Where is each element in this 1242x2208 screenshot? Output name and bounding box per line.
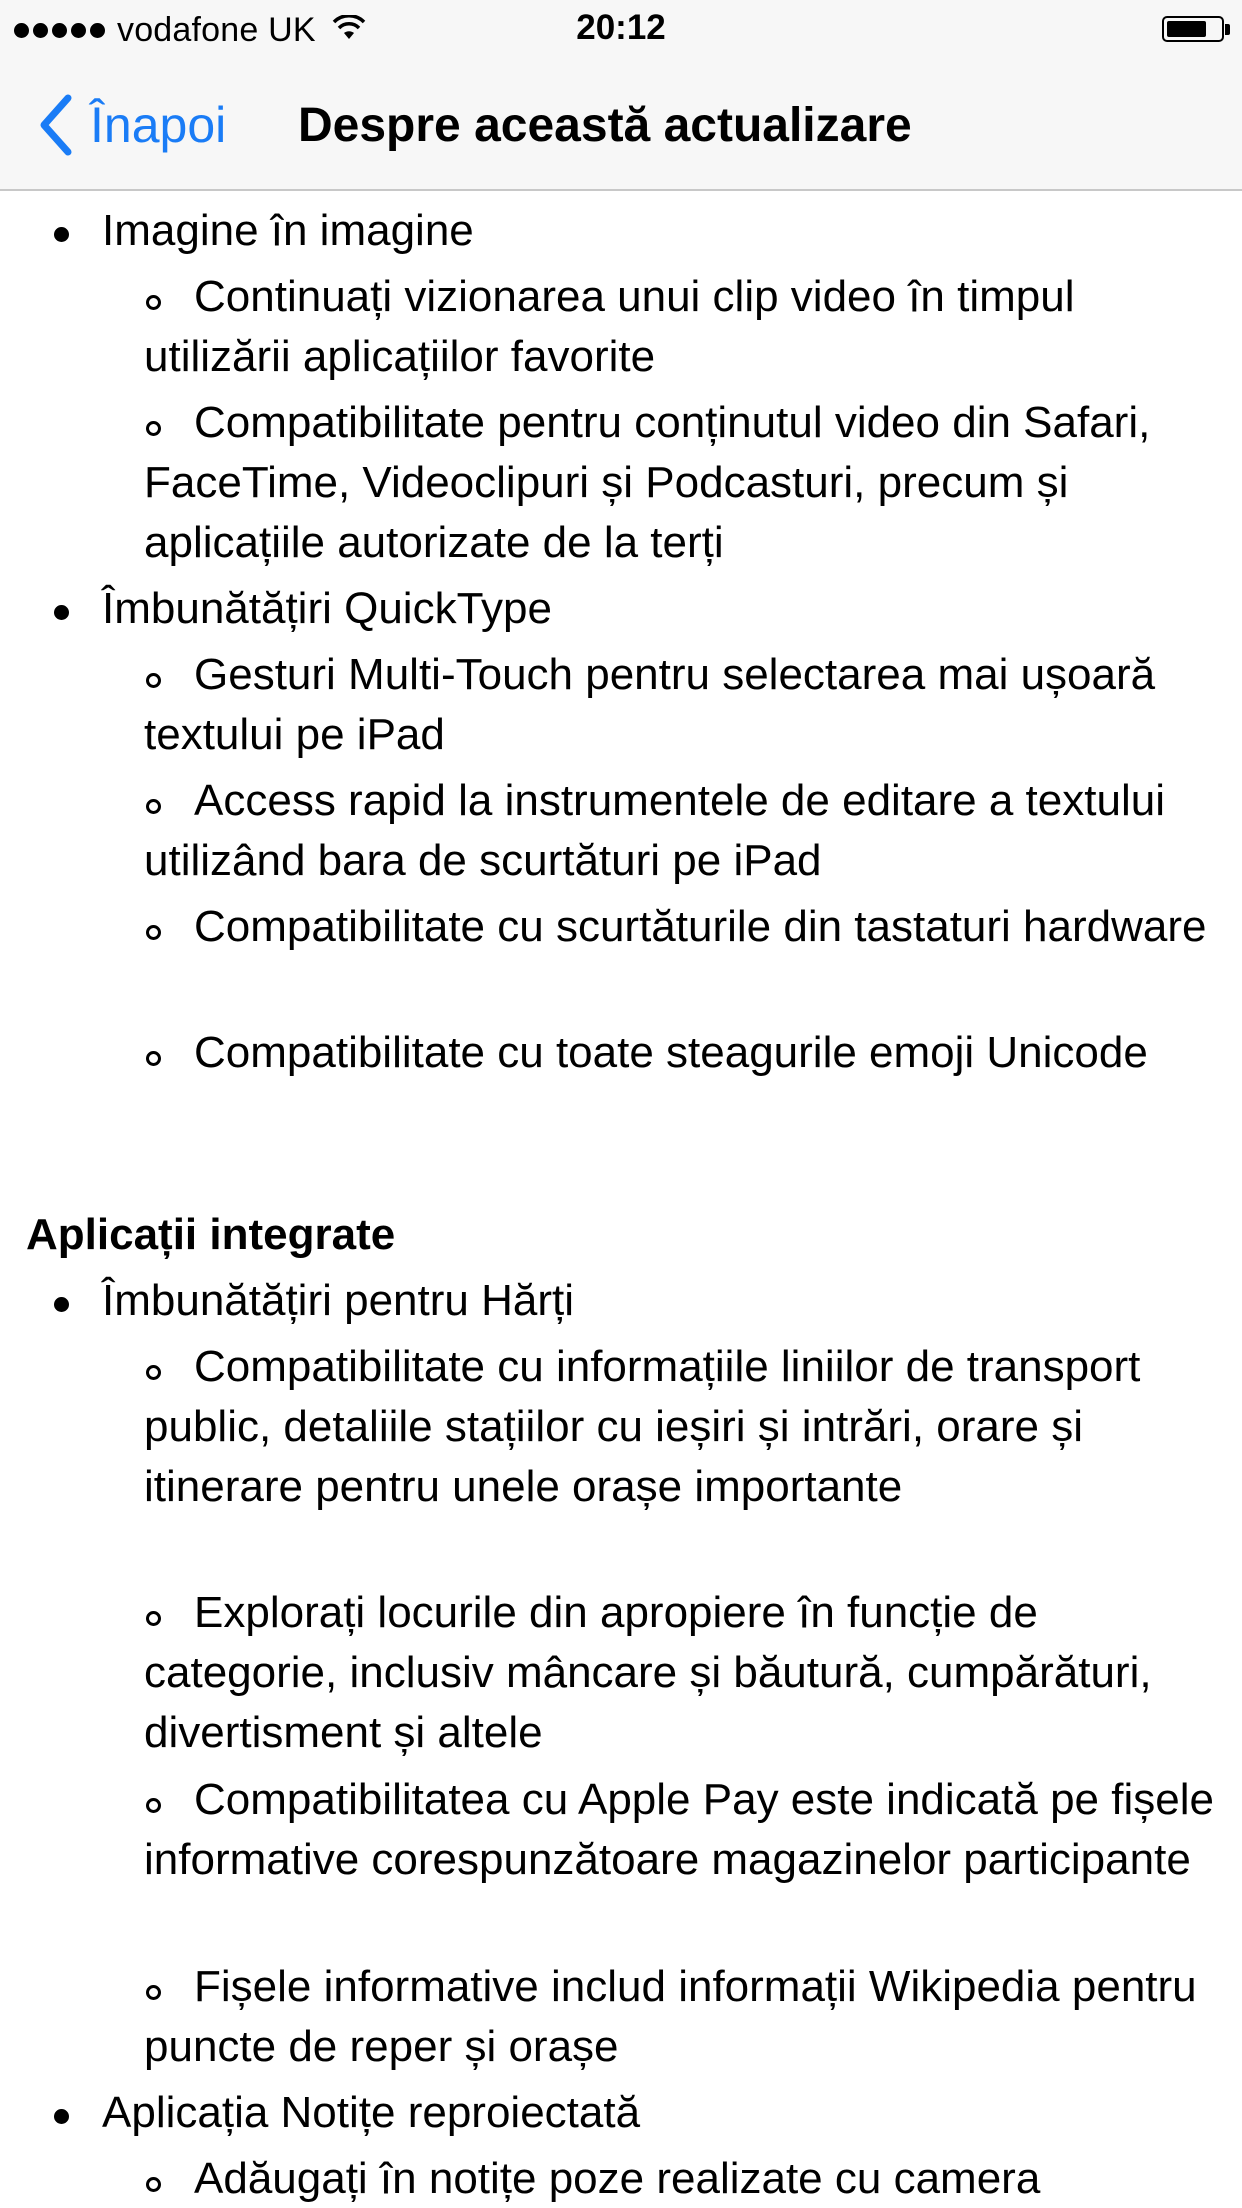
bullet-item: Îmbunătățiri QuickType	[102, 584, 552, 633]
status-time: 20:12	[576, 8, 666, 47]
carrier-name: vodafone UK	[117, 10, 316, 49]
sub-list-item: Compatibilitate cu informațiile liniilor de transport public, detaliile stațiilor cu ieșiri și intrări, orare și itinerare pentru unele orașe importante	[144, 1342, 1141, 1511]
sub-list-item: Compatibilitate cu scurtăturile din tastaturi hardware	[194, 902, 1207, 951]
battery-icon	[1162, 16, 1224, 42]
release-notes-content[interactable]	[0, 191, 1242, 2208]
sub-list-item: Access rapid la instrumentele de editare a textului utilizând bara de scurtături pe iPad	[144, 776, 1165, 885]
navigation-bar	[0, 60, 1242, 191]
bullet-dot	[54, 2109, 69, 2124]
sub-list-item: Adăugați în notițe poze realizate cu camera	[194, 2154, 1041, 2203]
sub-list-item: Explorați locurile din apropiere în funcție de categorie, inclusiv mâncare și băutură, cumpărături, divertisment și altele	[144, 1588, 1152, 1757]
bullet-dot	[54, 605, 69, 620]
battery-tip	[1225, 24, 1230, 35]
sub-list-item: Continuați vizionarea unui clip video în timpul utilizării aplicațiilor favorite	[144, 272, 1075, 381]
back-button-label: Înapoi	[90, 97, 227, 153]
sub-list-item: Compatibilitatea cu Apple Pay este indicată pe fișele informative corespunzătoare magazinelor participante	[144, 1775, 1214, 1884]
bullet-item: Imagine în imagine	[102, 206, 474, 255]
page-title: Despre această actualizare	[298, 99, 912, 152]
sub-list-item: Compatibilitate pentru conținutul video din Safari, FaceTime, Videoclipuri și Podcasturi, precum și aplicațiile autorizate de la terți	[144, 398, 1151, 567]
status-bar	[0, 0, 1242, 60]
sub-list-item: Gesturi Multi-Touch pentru selectarea mai ușoară textului pe iPad	[144, 650, 1156, 759]
sub-list-item: Compatibilitate cu toate steagurile emoji Unicode	[194, 1028, 1148, 1077]
bullet-item: Îmbunătățiri pentru Hărți	[102, 1276, 574, 1325]
chevron-left-icon	[36, 94, 76, 156]
sub-list-item: Fișele informative includ informații Wikipedia pentru puncte de reper și orașe	[144, 1962, 1197, 2071]
back-button[interactable]	[36, 94, 226, 156]
bullet-dot	[54, 227, 69, 242]
bullet-item: Aplicația Notițe reproiectată	[102, 2088, 641, 2137]
battery-level-fill	[1167, 21, 1206, 37]
bullet-dot	[54, 1297, 69, 1312]
section-heading: Aplicații integrate	[26, 1210, 396, 1259]
